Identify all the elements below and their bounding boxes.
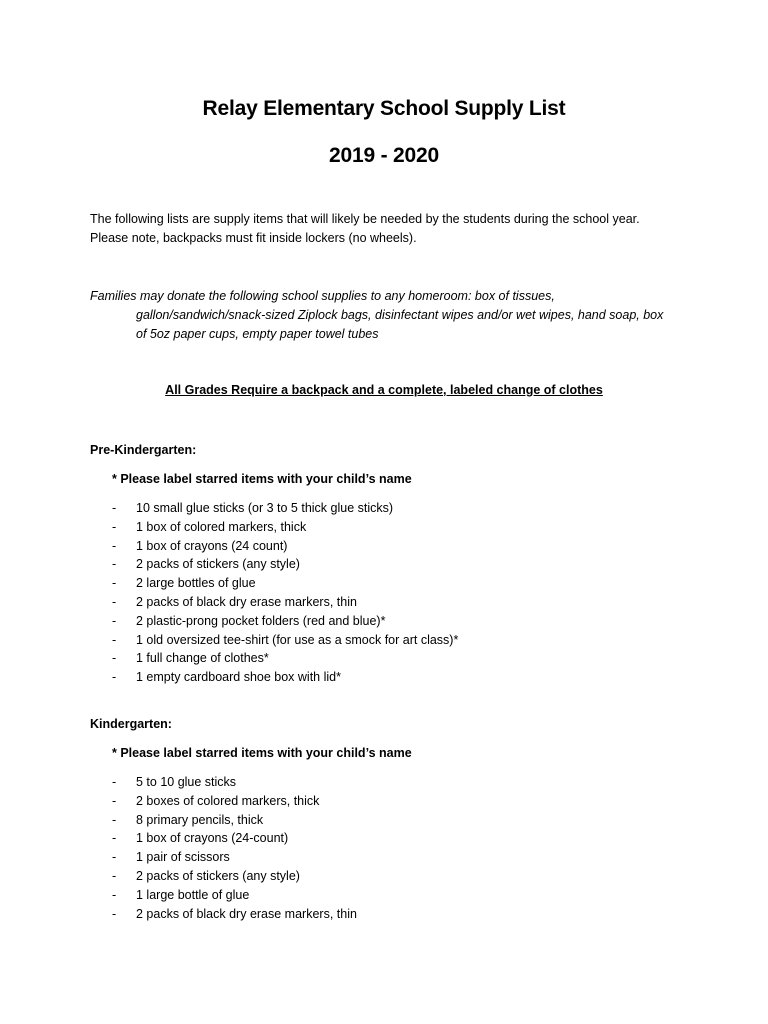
donation-line: of 5oz paper cups, empty paper towel tubes (136, 327, 379, 341)
list-item (90, 905, 710, 924)
bullet-dash: - (112, 632, 117, 647)
item-text: 2 large bottles of glue (136, 576, 256, 591)
list-item (90, 499, 710, 518)
list-item (90, 593, 710, 612)
donation-line: gallon/sandwich/snack-sized Ziplock bags, disinfectant wipes and/or wet wipes, hand soap, box (136, 308, 664, 322)
bullet-dash: - (112, 670, 117, 685)
document-title: Relay Elementary School Supply List (202, 97, 566, 120)
list-item (90, 792, 710, 811)
item-text: 2 plastic-prong pocket folders (red and blue)* (136, 613, 386, 628)
list-item (90, 574, 710, 593)
item-text: 1 empty cardboard shoe box with lid* (136, 670, 341, 685)
item-text: 5 to 10 glue sticks (136, 775, 237, 789)
bullet-dash: - (112, 613, 117, 628)
list-item (90, 886, 710, 905)
item-text: 1 box of crayons (24 count) (136, 538, 288, 553)
all-grades-banner: All Grades Require a backpack and a complete, labeled change of clothes (165, 383, 603, 397)
list-item (90, 848, 710, 867)
intro-line: The following lists are supply items that will likely be needed by the students during the school year. (90, 212, 640, 226)
list-item (90, 649, 710, 668)
item-text: 2 packs of stickers (any style) (136, 868, 300, 883)
item-text: 8 primary pencils, thick (136, 812, 264, 827)
list-item (90, 811, 710, 830)
item-text: 2 packs of black dry erase markers, thin (136, 906, 357, 921)
bullet-dash: - (112, 538, 117, 553)
bullet-dash: - (112, 793, 117, 808)
label-note: * Please label starred items with your child’s name (112, 746, 412, 760)
bullet-dash: - (112, 812, 117, 827)
bullet-dash: - (112, 887, 117, 902)
section-pre-kindergarten (90, 441, 710, 687)
bullet-dash: - (112, 850, 117, 865)
section-title: Pre-Kindergarten: (90, 443, 197, 457)
bullet-dash: - (112, 594, 117, 609)
item-text: 1 pair of scissors (136, 850, 230, 865)
bullet-dash: - (112, 831, 117, 846)
item-text: 2 packs of stickers (any style) (136, 557, 300, 572)
donation-line: Families may donate the following school supplies to any homeroom: box of tissues, (90, 289, 555, 303)
bullet-dash: - (112, 519, 117, 534)
list-item (90, 518, 710, 537)
supply-list (90, 773, 710, 923)
item-text: 2 packs of black dry erase markers, thin (136, 594, 357, 609)
bullet-dash: - (112, 868, 117, 883)
list-item (90, 668, 710, 687)
section-title: Kindergarten: (90, 717, 172, 731)
section-kindergarten (90, 715, 710, 923)
list-item (90, 867, 710, 886)
bullet-dash: - (112, 576, 117, 591)
school-year: 2019 - 2020 (329, 144, 439, 167)
intro-paragraph (90, 210, 690, 248)
bullet-dash: - (112, 557, 117, 572)
donation-paragraph (90, 287, 690, 344)
bullet-dash: - (112, 906, 117, 921)
bullet-dash: - (112, 501, 117, 515)
supply-list (90, 499, 710, 687)
intro-line: Please note, backpacks must fit inside lockers (no wheels). (90, 231, 417, 245)
list-item (90, 773, 710, 792)
item-text: 10 small glue sticks (or 3 to 5 thick glue sticks) (136, 501, 394, 515)
list-item (90, 631, 710, 650)
label-note: * Please label starred items with your child’s name (112, 472, 412, 486)
item-text: 2 boxes of colored markers, thick (136, 793, 320, 808)
list-item (90, 612, 710, 631)
item-text: 1 large bottle of glue (136, 887, 250, 902)
bullet-dash: - (112, 651, 117, 666)
list-item (90, 537, 710, 556)
list-item (90, 555, 710, 574)
item-text: 1 full change of clothes* (136, 651, 269, 666)
bullet-dash: - (112, 775, 117, 789)
item-text: 1 box of crayons (24-count) (136, 831, 289, 846)
list-item (90, 829, 710, 848)
item-text: 1 old oversized tee-shirt (for use as a smock for art class)* (136, 632, 459, 647)
item-text: 1 box of colored markers, thick (136, 519, 307, 534)
